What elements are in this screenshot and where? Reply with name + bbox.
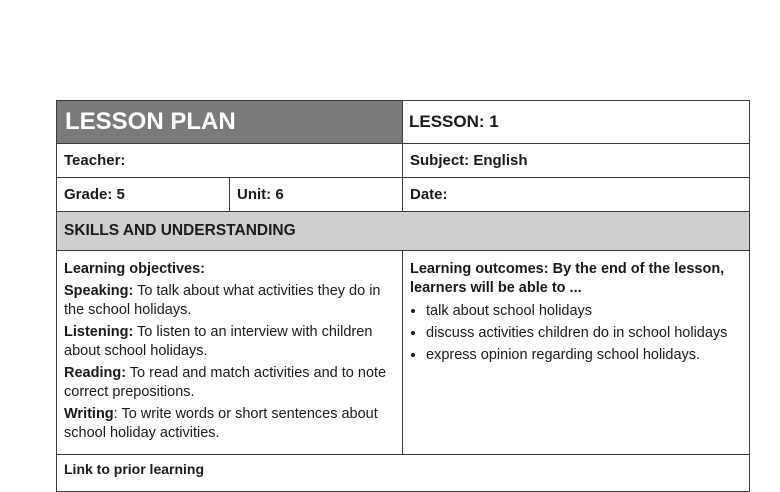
outcomes-heading: Learning outcomes: By the end of the lesson, learners will be able to ... (410, 261, 725, 296)
objective-item: Writing: To write words or short sentences about school holiday activities. (64, 406, 378, 441)
prior-learning-row: Link to prior learning (57, 455, 750, 492)
section-heading: SKILLS AND UNDERSTANDING (57, 212, 750, 251)
unit-field: Unit: 6 (230, 178, 403, 212)
lesson-plan-sheet (56, 100, 749, 492)
lesson-plan-title: LESSON PLAN (57, 101, 403, 144)
outcome-item: • discuss activities children do in school holidays (426, 324, 742, 343)
objective-item: Listening: To listen to an interview with children about school holidays. (64, 324, 373, 359)
subject-field: Subject: English (403, 144, 750, 178)
learning-outcomes-cell (403, 251, 750, 455)
objectives-heading: Learning objectives: (64, 261, 206, 277)
date-field: Date: (403, 178, 750, 212)
objective-item: Speaking: To talk about what activities they do in the school holidays. (64, 283, 381, 318)
learning-objectives-cell (57, 251, 403, 455)
teacher-field: Teacher: (57, 144, 403, 178)
objective-item: Reading: To read and match activities and to note correct prepositions. (64, 365, 387, 400)
outcomes-list (410, 302, 742, 365)
outcome-item: • express opinion regarding school holidays. (426, 346, 742, 365)
outcome-item: • talk about school holidays (426, 302, 742, 321)
lesson-plan-table (56, 100, 750, 492)
grade-field: Grade: 5 (57, 178, 230, 212)
lesson-number: LESSON: 1 (403, 101, 750, 144)
